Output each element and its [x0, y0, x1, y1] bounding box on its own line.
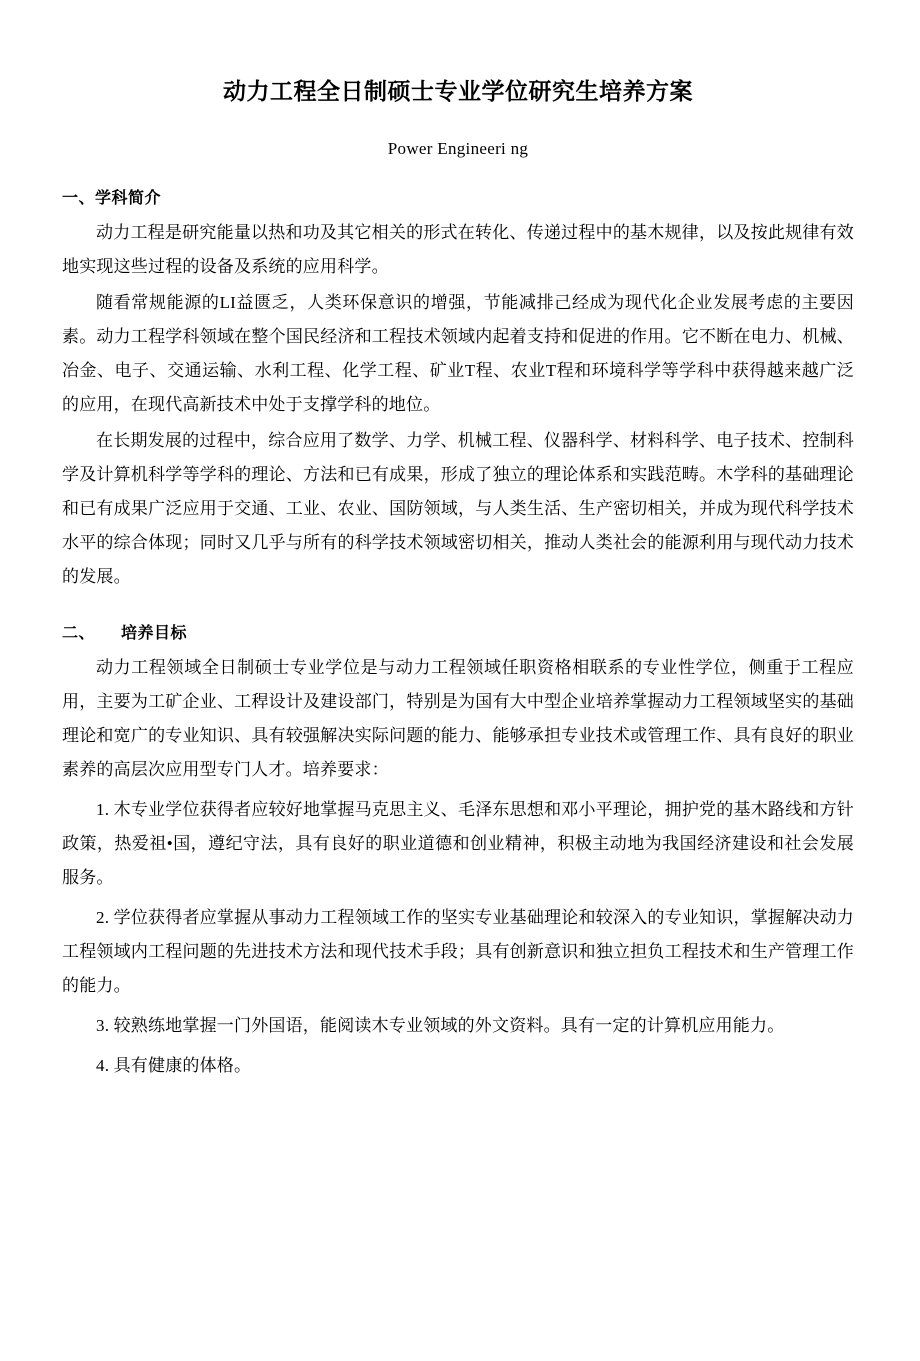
list-item: 3. 较熟练地掌握一门外国语，能阅读木专业领域的外文资料。具有一定的计算机应用能力。: [96, 1015, 785, 1035]
section-title-text: 培养目标: [121, 622, 188, 642]
page-title: 动力工程全日制硕士专业学位研究生培养方案: [223, 79, 693, 105]
list-item: 4. 具有健康的体格。: [96, 1055, 252, 1075]
section-heading-discipline-intro: 一、学科简介: [62, 187, 162, 207]
section-number: 二、: [62, 622, 96, 642]
paragraph-intro-2: 随看常规能源的LI益匮乏，人类环保意识的增强，节能减排己经成为现代化企业发展考虑的主要因素。动力工程学科领域在整个国民经济和工程技术领域内起着支持和促进的作用。它不断在电力、机械、冶金、电子、交通运输、水利工程、化学工程、矿业T程、农业T程和环境科学等学科中获得越来越广泛的应用，在现代高新技术中处于支撑学科的地位。: [62, 292, 854, 414]
list-item: 2. 学位获得者应掌握从事动力工程领域工作的坚实专业基础理论和较深入的专业知识，掌握解决动力工程领域内工程问题的先进技术方法和现代技术手段；具有创新意识和独立担负工程技术和生产管理工作的能力。: [62, 907, 854, 995]
paragraph-intro-1: 动力工程是研究能量以热和功及其它相关的形式在转化、传递过程中的基木规律，以及按此规律有效地实现这些过程的设备及系统的应用科学。: [62, 222, 854, 276]
paragraph-objectives-1: 动力工程领域全日制硕士专业学位是与动力工程领域任职资格相联系的专业性学位，侧重于工程应用，主要为工矿企业、工稈设计及建设部门，特别是为国有大中型企业培养掌握动力工程领域坚实的基础理论和宽广的专业知识、具有较强解决实际问题的能力、能够承担专业技术或管理工作、具有良好的职业素养的高层次应用型专门人才。培养要求：: [62, 657, 854, 779]
page-subtitle-english: Power Engineeri ng: [387, 138, 529, 158]
list-item: 1. 木专业学位获得者应较好地掌握马克思主义、毛泽东思想和邓小平理论，拥护党的基木路线和方针政策，热爱祖•国，遵纪守法，具有良好的职业道德和创业精神，积极主动地为我国经济建设和社会发展服务。: [62, 799, 854, 887]
section-heading-training-objectives: [62, 620, 854, 643]
paragraph-intro-3: 在长期发展的过程中，综合应用了数学、力学、机械工程、仪器科学、材料科学、电子技术、控制科学及计算机科学等学科的理论、方法和已有成果，形成了独立的理论体系和实践范畴。木学科的基础理论和已有成果广泛应用于交通、工业、农业、国防领域，与人类生活、生产密切相关，并成为现代科学技术水平的综合体现；同时又几乎与所有的科学技术领域密切相关，推动人类社会的能源利用与现代动力技术的发展。: [62, 430, 854, 586]
